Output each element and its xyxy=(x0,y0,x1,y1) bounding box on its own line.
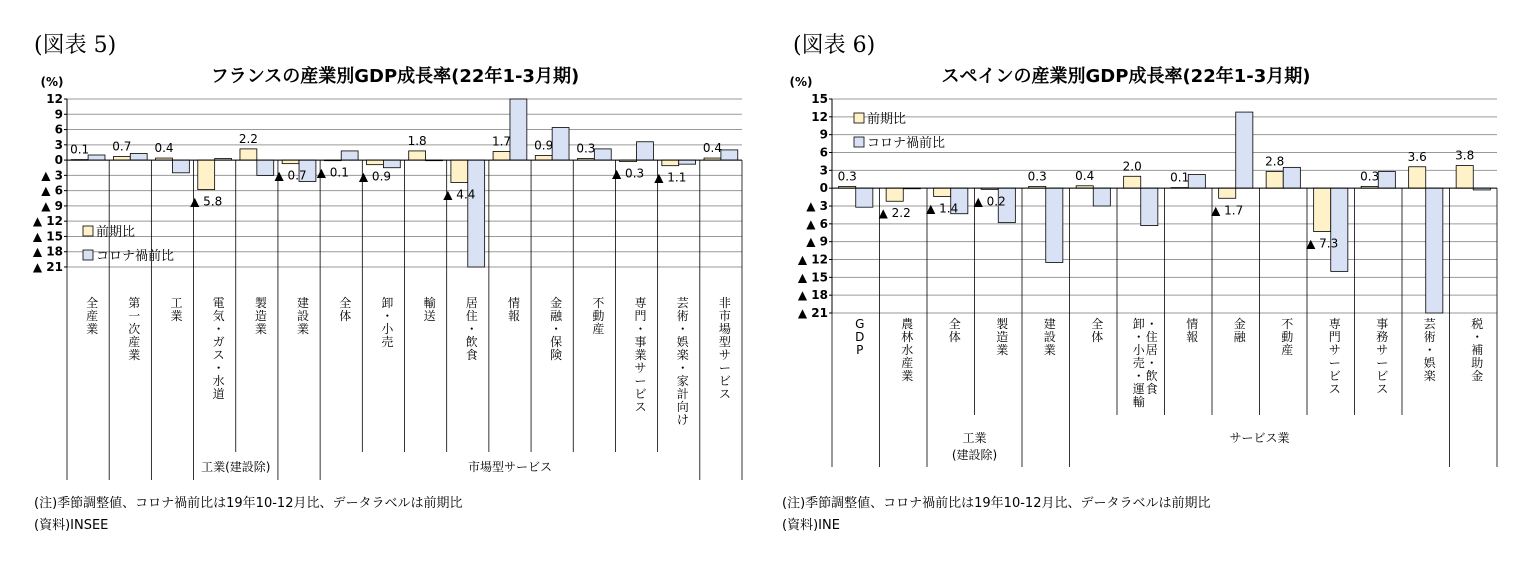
svg-text:門: 門 xyxy=(634,309,647,323)
svg-text:ー: ー xyxy=(634,374,647,388)
svg-text:計: 計 xyxy=(676,387,689,401)
svg-text:D: D xyxy=(855,330,865,344)
svg-text:道: 道 xyxy=(212,387,225,401)
y-tick-label: ▲ 9 xyxy=(41,198,63,213)
data-label: 0.3 xyxy=(1360,169,1380,184)
svg-text:・: ・ xyxy=(634,322,647,336)
svg-text:芸: 芸 xyxy=(676,296,689,310)
y-tick-label: 3 xyxy=(819,163,828,178)
svg-text:娯: 娯 xyxy=(1423,356,1436,370)
svg-text:事: 事 xyxy=(634,335,647,349)
chart-title: スペインの産業別GDP成長率(22年1-3月期) xyxy=(941,66,1311,87)
svg-text:型: 型 xyxy=(718,335,731,349)
chart-title: フランスの産業別GDP成長率(22年1-3月期) xyxy=(210,66,580,87)
group-label: 工業(建設除) xyxy=(201,460,271,474)
svg-text:家: 家 xyxy=(676,374,689,388)
svg-text:サ: サ xyxy=(634,361,647,375)
svg-text:術: 術 xyxy=(1423,330,1436,344)
svg-text:居: 居 xyxy=(465,296,478,310)
svg-text:輸: 輸 xyxy=(423,296,436,310)
svg-text:不: 不 xyxy=(1281,317,1294,331)
data-label: 0.3 xyxy=(837,169,857,184)
svg-text:建: 建 xyxy=(1043,317,1056,331)
svg-text:食: 食 xyxy=(1145,382,1158,396)
svg-text:報: 報 xyxy=(507,309,520,323)
y-tick-label: 12 xyxy=(46,92,63,106)
data-label: 0.3 xyxy=(1027,169,1047,184)
svg-text:ビ: ビ xyxy=(1328,369,1341,383)
svg-text:水: 水 xyxy=(901,343,914,357)
data-label: ▲ 0.1 xyxy=(316,165,349,180)
svg-text:小: 小 xyxy=(1132,343,1145,357)
data-label: 0.1 xyxy=(1170,170,1190,185)
svg-text:楽: 楽 xyxy=(1423,369,1436,383)
data-label: ▲ 0.9 xyxy=(358,169,392,184)
y-tick-label: ▲ 18 xyxy=(32,244,63,259)
bar-precovid xyxy=(1188,174,1205,188)
svg-text:業: 業 xyxy=(254,322,267,336)
svg-text:住: 住 xyxy=(1145,330,1158,344)
data-label: 0.4 xyxy=(154,141,174,156)
figure-5-label: (図表 5) xyxy=(34,33,117,58)
category-label xyxy=(1329,316,1341,396)
svg-text:住: 住 xyxy=(465,309,478,323)
svg-text:・: ・ xyxy=(381,309,394,323)
svg-text:・: ・ xyxy=(1423,343,1436,357)
svg-text:金: 金 xyxy=(1471,369,1484,383)
svg-text:造: 造 xyxy=(996,330,1009,344)
bar-qoq xyxy=(1409,167,1426,188)
svg-text:造: 造 xyxy=(254,309,267,323)
svg-text:業: 業 xyxy=(634,348,647,362)
svg-text:業: 業 xyxy=(1043,343,1056,357)
data-label: ▲ 0.2 xyxy=(973,194,1006,209)
y-tick-label: 9 xyxy=(54,107,63,122)
svg-text:運: 運 xyxy=(1132,382,1145,396)
svg-text:ス: ス xyxy=(1376,382,1389,396)
svg-text:産: 産 xyxy=(901,356,914,370)
category-label xyxy=(1146,317,1158,396)
svg-text:・: ・ xyxy=(465,322,478,336)
group-label: 工業 xyxy=(962,431,987,445)
bar-precovid xyxy=(1093,188,1110,206)
y-tick-label: ▲ 6 xyxy=(41,183,63,198)
svg-text:ビ: ビ xyxy=(718,374,731,388)
figure-5-note: (注)季節調整値、コロナ禍前比は19年10-12月比、データラベルは前期比 xyxy=(34,496,463,511)
svg-text:・: ・ xyxy=(1471,330,1484,344)
bar-qoq xyxy=(1219,188,1236,198)
data-label: ▲ 1.4 xyxy=(926,201,959,216)
svg-text:P: P xyxy=(856,343,864,357)
svg-text:門: 門 xyxy=(1328,330,1341,344)
data-label: ▲ 1.7 xyxy=(1211,203,1244,218)
y-tick-label: ▲ 15 xyxy=(32,229,63,244)
bar-qoq xyxy=(934,188,951,196)
data-label: ▲ 2.2 xyxy=(878,206,911,221)
bar-precovid xyxy=(1426,188,1443,313)
category-label xyxy=(1044,316,1056,357)
y-tick-label: ▲ 12 xyxy=(797,252,828,267)
svg-text:ビ: ビ xyxy=(1376,369,1389,383)
y-tick-label: 9 xyxy=(819,127,828,142)
svg-text:・: ・ xyxy=(676,322,689,336)
svg-text:建: 建 xyxy=(297,296,310,310)
svg-text:産: 産 xyxy=(592,322,605,336)
bar-precovid xyxy=(1046,188,1063,262)
svg-text:ー: ー xyxy=(718,361,731,375)
legend-label: コロナ禍前比 xyxy=(96,249,175,264)
svg-text:ガ: ガ xyxy=(212,335,225,349)
y-tick-label: 15 xyxy=(811,92,828,106)
bar-precovid xyxy=(1331,188,1348,271)
svg-text:体: 体 xyxy=(1091,330,1104,344)
y-tick-label: ▲ 15 xyxy=(797,270,828,285)
svg-text:務: 務 xyxy=(1376,330,1389,344)
svg-text:ス: ス xyxy=(718,387,731,401)
svg-text:ー: ー xyxy=(1376,356,1389,370)
svg-text:輸: 輸 xyxy=(1132,395,1145,409)
data-label: 0.9 xyxy=(534,138,554,153)
svg-text:一: 一 xyxy=(128,309,141,323)
category-label xyxy=(901,316,913,383)
svg-text:芸: 芸 xyxy=(1423,317,1436,331)
svg-text:業: 業 xyxy=(128,348,141,362)
svg-text:全: 全 xyxy=(948,317,961,331)
svg-text:け: け xyxy=(676,413,689,427)
data-label: ▲ 1.1 xyxy=(654,170,687,185)
svg-text:全: 全 xyxy=(1091,317,1104,331)
y-tick-label: 6 xyxy=(819,145,828,160)
svg-text:業: 業 xyxy=(297,322,310,336)
group-label: 市場型サービス xyxy=(467,460,552,474)
svg-text:助: 助 xyxy=(1471,356,1484,370)
svg-text:動: 動 xyxy=(1281,330,1294,344)
y-tick-label: ▲ 18 xyxy=(797,288,828,303)
svg-text:融: 融 xyxy=(1233,330,1246,344)
data-label: 3.6 xyxy=(1407,149,1427,164)
bar-precovid xyxy=(1236,112,1253,188)
svg-text:融: 融 xyxy=(550,309,563,323)
figure-6-label: (図表 6) xyxy=(793,33,876,58)
y-tick-label: 0 xyxy=(819,181,828,196)
svg-text:卸: 卸 xyxy=(1132,317,1145,331)
svg-text:非: 非 xyxy=(718,296,731,310)
svg-text:体: 体 xyxy=(339,309,352,323)
bar-precovid xyxy=(1141,188,1158,225)
svg-text:税: 税 xyxy=(1471,317,1484,331)
svg-text:ス: ス xyxy=(634,400,647,414)
svg-text:専: 専 xyxy=(634,296,647,310)
group-label: サービス業 xyxy=(1229,431,1290,445)
svg-text:売: 売 xyxy=(1132,356,1145,370)
data-label: 0.4 xyxy=(702,141,723,156)
svg-text:産: 産 xyxy=(86,309,99,323)
svg-text:不: 不 xyxy=(592,296,605,310)
svg-text:報: 報 xyxy=(1186,330,1199,344)
data-label: ▲ 7.3 xyxy=(1306,236,1339,251)
data-label: ▲ 4.4 xyxy=(443,187,476,202)
y-tick-label: ▲ 12 xyxy=(32,214,63,229)
svg-text:金: 金 xyxy=(1233,317,1246,331)
svg-text:売: 売 xyxy=(381,335,394,349)
svg-text:・: ・ xyxy=(212,322,225,336)
svg-text:卸: 卸 xyxy=(381,296,394,310)
svg-text:金: 金 xyxy=(550,296,563,310)
svg-text:全: 全 xyxy=(339,296,352,310)
legend-label: コロナ禍前比 xyxy=(867,136,946,151)
svg-text:全: 全 xyxy=(86,296,99,310)
svg-text:体: 体 xyxy=(948,330,961,344)
svg-text:・: ・ xyxy=(676,361,689,375)
figure-6-source: (資料)INE xyxy=(782,518,840,533)
svg-text:気: 気 xyxy=(212,309,225,323)
svg-text:電: 電 xyxy=(212,296,225,310)
svg-text:製: 製 xyxy=(254,296,267,310)
data-label: ▲ 5.8 xyxy=(190,194,223,209)
svg-text:業: 業 xyxy=(86,322,99,336)
y-tick-label: ▲ 3 xyxy=(41,168,63,183)
svg-text:設: 設 xyxy=(297,309,310,323)
svg-text:工: 工 xyxy=(170,296,183,310)
category-label xyxy=(1234,316,1247,344)
svg-text:産: 産 xyxy=(1281,343,1294,357)
bar-precovid xyxy=(856,188,873,207)
svg-text:補: 補 xyxy=(1471,343,1484,357)
y-tick-label: 12 xyxy=(811,109,828,124)
bar-precovid xyxy=(1378,172,1395,189)
legend-swatch xyxy=(854,113,864,123)
y-tick-label: ▲ 21 xyxy=(797,306,828,320)
figure-6-note: (注)季節調整値、コロナ禍前比は19年10-12月比、データラベルは前期比 xyxy=(782,496,1211,511)
svg-text:林: 林 xyxy=(901,330,914,344)
bar-qoq xyxy=(1456,166,1473,189)
svg-text:水: 水 xyxy=(212,374,225,388)
y-tick-label: ▲ 21 xyxy=(32,260,63,274)
svg-text:ス: ス xyxy=(212,348,225,362)
svg-text:設: 設 xyxy=(1043,330,1056,344)
data-label: 0.4 xyxy=(1075,168,1095,183)
svg-text:産: 産 xyxy=(128,335,141,349)
svg-text:飲: 飲 xyxy=(465,335,478,349)
svg-text:ー: ー xyxy=(1328,356,1341,370)
svg-text:娯: 娯 xyxy=(676,335,689,349)
svg-text:・: ・ xyxy=(1145,356,1158,370)
y-tick-label: 3 xyxy=(54,137,63,152)
svg-text:居: 居 xyxy=(1145,343,1158,357)
data-label: 0.7 xyxy=(112,139,132,154)
category-label xyxy=(1376,316,1388,396)
bar-qoq xyxy=(1266,172,1283,189)
bar-qoq xyxy=(1314,188,1331,231)
svg-text:小: 小 xyxy=(381,322,394,336)
bar-precovid xyxy=(1283,167,1300,188)
svg-text:情: 情 xyxy=(1186,317,1199,331)
category-label xyxy=(1424,317,1436,383)
data-label: 2.2 xyxy=(238,131,258,146)
data-label: 0.1 xyxy=(70,142,90,157)
data-label: ▲ 0.7 xyxy=(274,168,307,183)
svg-text:向: 向 xyxy=(676,400,689,414)
svg-text:場: 場 xyxy=(718,322,731,336)
svg-text:業: 業 xyxy=(170,309,183,323)
svg-text:市: 市 xyxy=(718,309,731,323)
data-label: ▲ 0.3 xyxy=(612,166,645,181)
data-label: 1.7 xyxy=(491,134,512,149)
y-axis-unit: (%) xyxy=(789,75,813,89)
svg-text:動: 動 xyxy=(592,309,605,323)
data-label: 0.3 xyxy=(576,141,596,156)
svg-text:サ: サ xyxy=(1376,343,1389,357)
svg-text:・: ・ xyxy=(550,322,563,336)
data-label: 2.8 xyxy=(1265,154,1285,169)
svg-text:専: 専 xyxy=(1328,317,1341,331)
svg-text:第: 第 xyxy=(128,296,141,310)
svg-text:G: G xyxy=(855,317,865,331)
category-label xyxy=(1133,317,1146,409)
svg-text:製: 製 xyxy=(996,317,1009,331)
svg-text:次: 次 xyxy=(128,322,141,336)
category-label xyxy=(1281,317,1293,357)
group-label: (建設除) xyxy=(951,448,998,462)
svg-text:保: 保 xyxy=(550,335,563,349)
svg-text:ビ: ビ xyxy=(634,387,647,401)
y-tick-label: ▲ 6 xyxy=(806,216,828,231)
category-label xyxy=(855,317,864,357)
legend-label: 前期比 xyxy=(867,112,907,127)
svg-text:業: 業 xyxy=(996,343,1009,357)
svg-text:・: ・ xyxy=(212,361,225,375)
y-axis-unit: (%) xyxy=(40,75,64,89)
data-label: 3.8 xyxy=(1455,148,1475,163)
data-label: 2.0 xyxy=(1122,159,1142,174)
y-tick-label: 0 xyxy=(54,153,63,168)
y-tick-label: ▲ 9 xyxy=(806,234,828,249)
svg-text:・: ・ xyxy=(1145,317,1158,331)
svg-text:サ: サ xyxy=(1328,343,1341,357)
svg-text:事: 事 xyxy=(1376,317,1389,331)
svg-text:ス: ス xyxy=(1328,382,1341,396)
svg-text:サ: サ xyxy=(718,348,731,362)
data-label: 1.8 xyxy=(407,133,427,148)
figure-5-source: (資料)INSEE xyxy=(34,518,109,533)
category-label xyxy=(1091,316,1103,344)
category-label xyxy=(1471,317,1483,383)
svg-text:術: 術 xyxy=(676,309,689,323)
svg-text:農: 農 xyxy=(901,317,914,331)
category-label xyxy=(996,316,1008,357)
svg-text:情: 情 xyxy=(507,296,520,310)
category-label xyxy=(1186,316,1198,344)
bar-qoq xyxy=(1124,176,1141,188)
svg-text:楽: 楽 xyxy=(676,348,689,362)
legend-swatch xyxy=(854,137,864,147)
svg-text:送: 送 xyxy=(423,309,436,323)
svg-text:飲: 飲 xyxy=(1145,369,1158,383)
svg-text:業: 業 xyxy=(901,369,914,383)
legend-label: 前期比 xyxy=(96,225,136,240)
svg-text:食: 食 xyxy=(465,348,478,362)
y-tick-label: ▲ 3 xyxy=(806,199,828,213)
bar-qoq xyxy=(886,188,903,201)
category-label xyxy=(949,316,961,344)
svg-text:・: ・ xyxy=(1132,330,1145,344)
svg-text:険: 険 xyxy=(550,348,563,362)
svg-text:・: ・ xyxy=(1132,369,1145,383)
y-tick-label: 6 xyxy=(54,122,63,137)
